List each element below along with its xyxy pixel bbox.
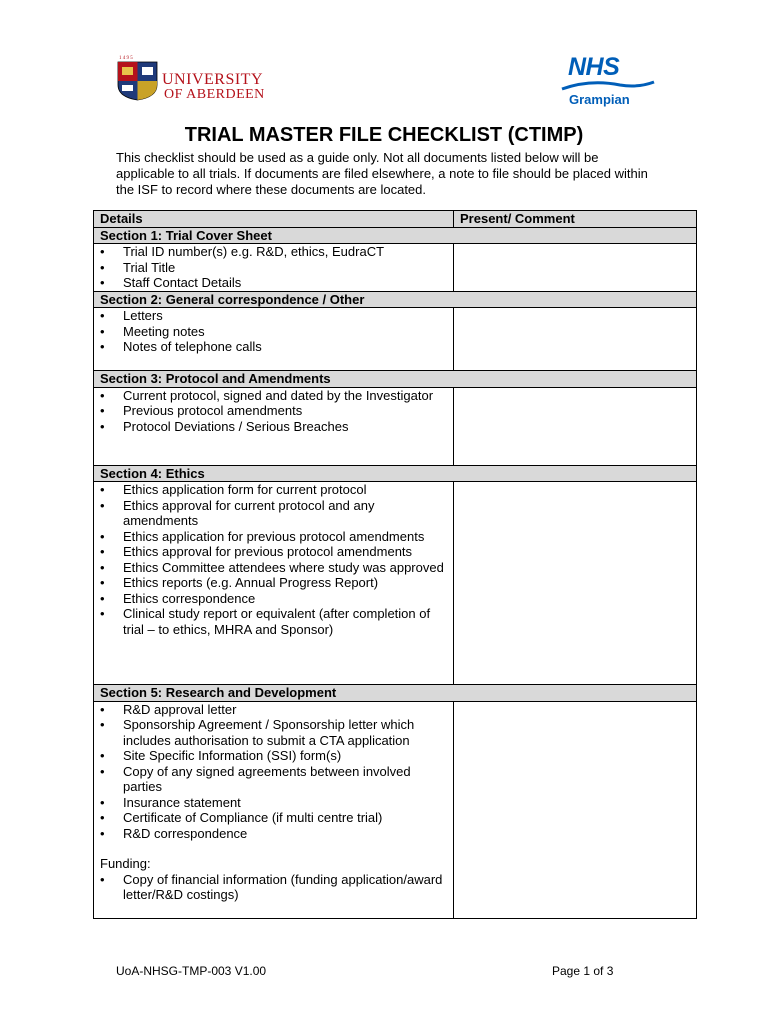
bullet-icon: • [100,810,105,825]
bullet-icon: • [100,482,105,497]
list-item [100,339,447,355]
list-item [100,606,447,637]
bullet-icon: • [100,403,105,418]
details-cell [94,244,454,292]
checklist-items [100,482,447,637]
nhs-grampian-logo [560,53,656,111]
list-item [100,810,447,826]
bullet-icon: • [100,590,105,606]
list-item [100,826,447,842]
section-title: Section 2: General correspondence / Other [94,291,697,308]
section-content-row [94,308,697,371]
university-name-line2: OF ABERDEEN [164,87,265,102]
details-cell [94,701,454,918]
checklist-table [93,210,697,919]
bullet-icon: • [100,606,105,621]
bullet-icon: • [100,748,105,763]
item-text: Copy of financial information (funding application/award letter/R&D costings) [123,871,443,902]
section-title: Section 3: Protocol and Amendments [94,371,697,388]
bullet-icon: • [100,717,105,732]
section-header-row [94,685,697,702]
checklist-items [100,244,447,291]
present-comment-cell[interactable] [454,387,697,465]
bullet-icon: • [100,308,105,323]
bullet-icon: • [100,701,105,717]
list-item [100,795,447,811]
item-text: Clinical study report or equivalent (after completion of trial – to ethics, MHRA and Sponsor) [123,606,431,637]
swoosh-icon [560,79,656,93]
bullet-icon: • [100,497,105,513]
subgroup-label: Funding: [100,856,151,871]
list-item [100,544,447,560]
checklist-items [100,308,447,355]
bullet-icon: • [100,323,105,339]
university-of-aberdeen-logo [116,53,286,105]
bullet-icon: • [100,794,105,810]
document-title: TRIAL MASTER FILE CHECKLIST (CTIMP) [184,124,584,146]
item-text: Letters [123,308,163,323]
item-text: Trial ID number(s) e.g. R&D, ethics, EudraCT [123,244,385,259]
list-item [100,702,447,718]
section-content-row [94,482,697,685]
bullet-icon: • [100,528,105,544]
list-item [100,308,447,324]
list-item [100,388,447,404]
item-text: Certificate of Compliance (if multi centre trial) [123,810,383,825]
section-title: Section 4: Ethics [94,465,697,482]
item-text: Trial Title [123,259,176,275]
details-cell [94,387,454,465]
section-header-row [94,291,697,308]
list-item [100,748,447,764]
item-text: Ethics approval for previous protocol amendments [123,544,413,559]
item-text: Copy of any signed agreements between involved parties [123,763,411,794]
item-text: Ethics Committee attendees where study was approved [123,559,444,575]
list-item [100,575,447,591]
nhs-subtitle: Grampian [569,92,630,107]
section-header-row [94,465,697,482]
bullet-icon: • [100,339,105,354]
item-text: Previous protocol amendments [123,403,303,418]
bullet-icon: • [100,275,105,290]
item-text: Site Specific Information (SSI) form(s) [123,748,342,763]
crest-icon [116,55,159,101]
list-item [100,403,447,419]
section-header-row [94,371,697,388]
checklist-items [100,388,447,435]
list-item [100,560,447,576]
column-header-details: Details [94,211,454,228]
checklist-items [100,872,447,903]
column-header-present-comment: Present/ Comment [454,211,697,228]
bullet-icon: • [100,575,105,590]
item-text: R&D correspondence [123,825,248,841]
bullet-icon: • [100,871,105,887]
list-item [100,591,447,607]
item-text: Ethics application for previous protocol amendments [123,528,425,544]
checklist-items [100,702,447,842]
list-item [100,324,447,340]
bullet-icon: • [100,544,105,559]
present-comment-cell[interactable] [454,701,697,918]
item-text: Staff Contact Details [123,275,242,290]
item-text: Meeting notes [123,323,205,339]
crest-year-marks: 1 4 9 5 [119,56,133,61]
present-comment-cell[interactable] [454,244,697,292]
item-text: Sponsorship Agreement / Sponsorship letter which includes authorisation to submit a CTA application [123,717,415,748]
list-item [100,275,447,291]
bullet-icon: • [100,559,105,575]
bullet-icon: • [100,418,105,434]
item-text: Ethics reports (e.g. Annual Progress Report) [123,575,379,590]
item-text: Ethics approval for current protocol and any amendments [123,497,375,528]
bullet-icon: • [100,244,105,259]
details-cell [94,482,454,685]
section-content-row [94,244,697,292]
list-item [100,498,447,529]
section-title: Section 1: Trial Cover Sheet [94,227,697,244]
footer-page-number: Page 1 of 3 [552,964,614,978]
bullet-icon: • [100,259,105,275]
present-comment-cell[interactable] [454,482,697,685]
item-text: Protocol Deviations / Serious Breaches [123,418,349,434]
bullet-icon: • [100,387,105,403]
item-text: Insurance statement [123,794,241,810]
list-item [100,872,447,903]
section-header-row [94,227,697,244]
nhs-wordmark: NHS [568,53,620,81]
list-item [100,244,447,260]
list-item [100,717,447,748]
section-content-row [94,387,697,465]
bullet-icon: • [100,763,105,779]
list-item [100,260,447,276]
item-text: R&D approval letter [123,701,237,717]
list-item [100,419,447,435]
table-header-row [94,211,697,228]
list-item [100,529,447,545]
section-title: Section 5: Research and Development [94,685,697,702]
university-name-line1: UNIVERSITY [162,71,263,88]
section-content-row [94,701,697,918]
footer-document-id: UoA-NHSG-TMP-003 V1.00 [116,964,267,978]
list-item [100,764,447,795]
bullet-icon: • [100,825,105,841]
intro-paragraph: This checklist should be used as a guide only. Not all documents listed below will be applicable to all trials. If documents are filed elsewhere, a note to file should be placed within the ISF to record where these documents are located. [116,150,648,197]
item-text: Ethics correspondence [123,590,256,606]
details-cell [94,308,454,371]
item-text: Notes of telephone calls [123,339,262,354]
present-comment-cell[interactable] [454,308,697,371]
item-text: Current protocol, signed and dated by the Investigator [123,387,434,403]
item-text: Ethics application form for current protocol [123,482,367,497]
list-item [100,482,447,498]
